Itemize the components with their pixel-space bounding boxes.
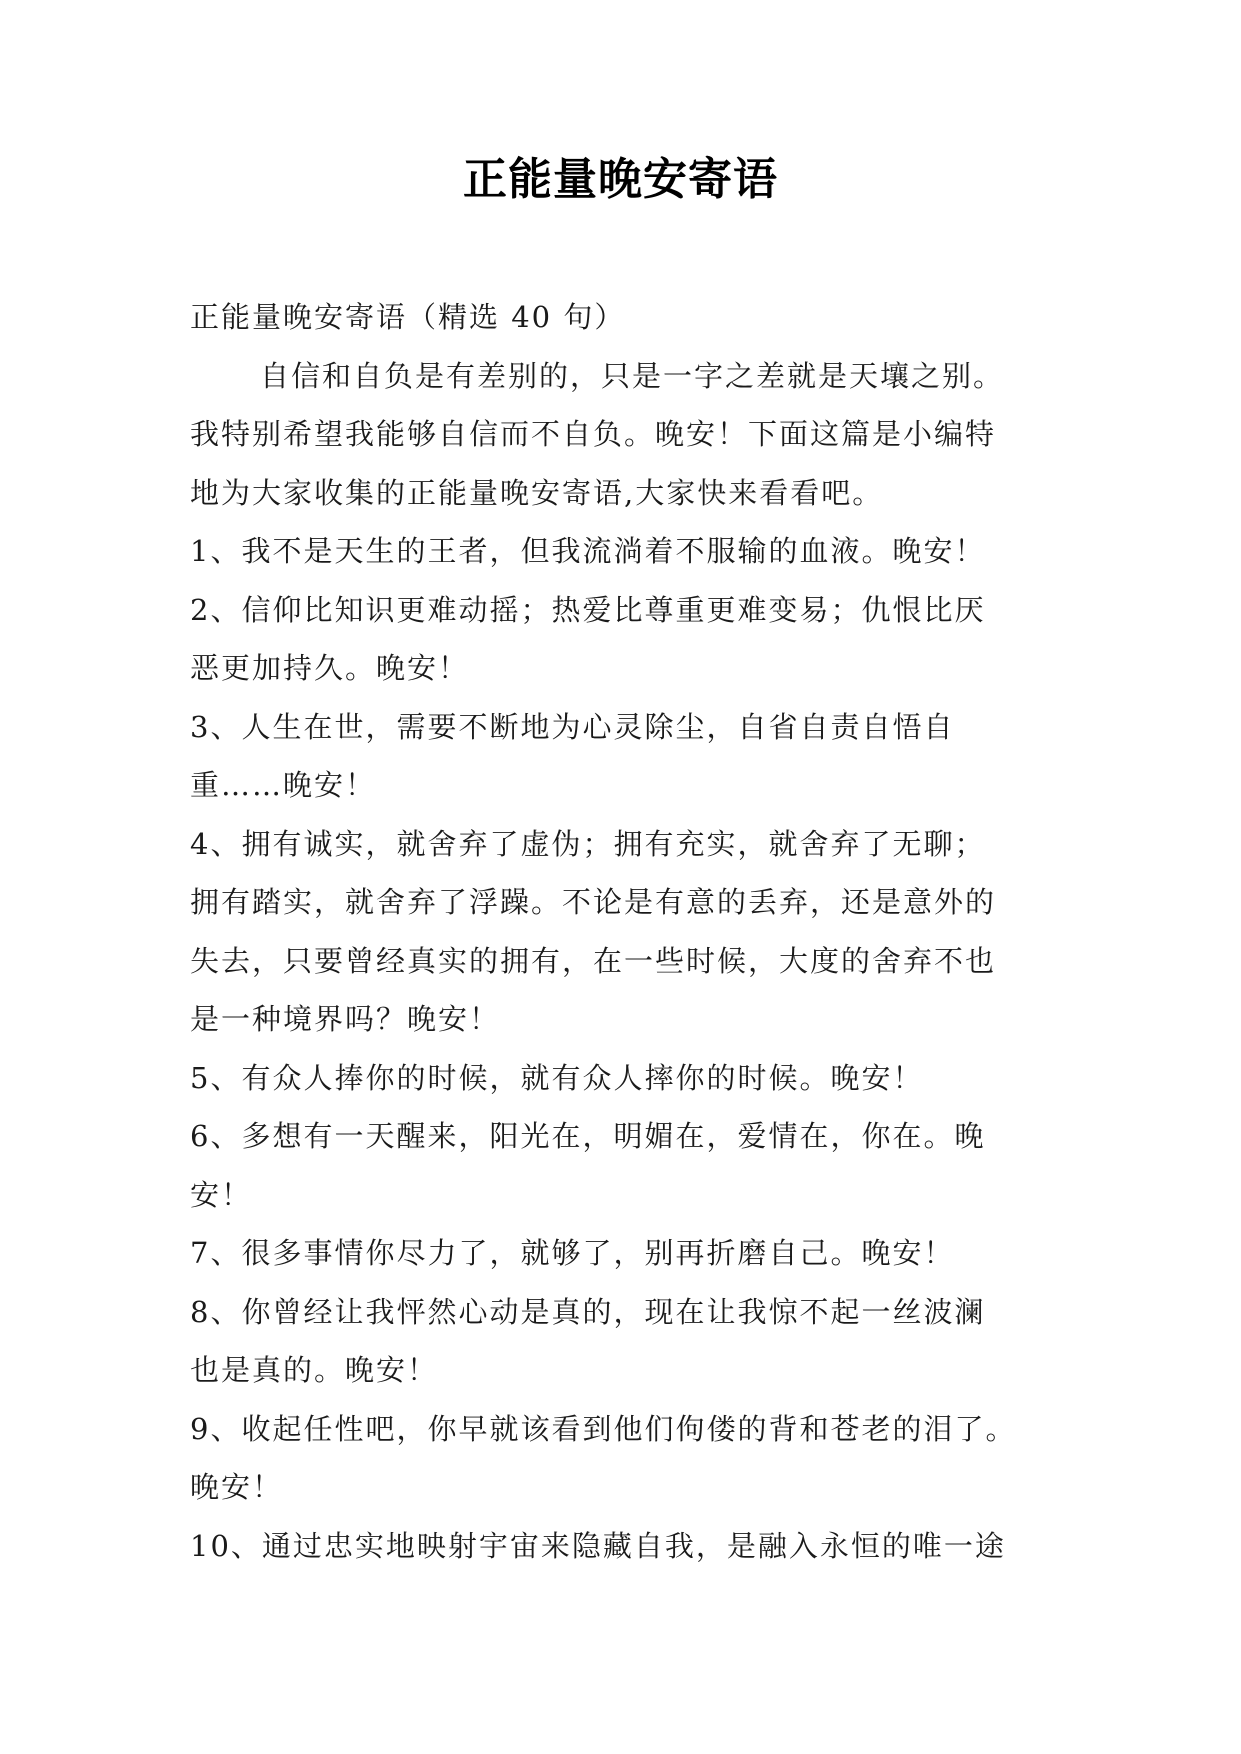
- quote-line: 重……晚安！: [190, 768, 377, 802]
- quote-line: 晚安！: [190, 1470, 284, 1504]
- page-title: 正能量晚安寄语: [463, 154, 778, 205]
- quote-line: 拥有踏实，就舍弃了浮躁。不论是有意的丢弃，还是意外的: [190, 885, 997, 919]
- subtitle-line: 正能量晚安寄语（精选 40 句）: [190, 300, 626, 334]
- quote-line: 7、很多事情你尽力了，就够了，别再折磨自己。晚安！: [190, 1236, 955, 1270]
- quote-line: 也是真的。晚安！: [190, 1353, 439, 1387]
- quote-line: 4、拥有诚实，就舍弃了虚伪；拥有充实，就舍弃了无聊；: [190, 826, 986, 861]
- quote-line: 8、你曾经让我怦然心动是真的，现在让我惊不起一丝波澜: [190, 1294, 986, 1329]
- intro-line: 地为大家收集的正能量晚安寄语,大家快来看看吧。: [190, 475, 884, 510]
- quote-line: 6、多想有一天醒来，阳光在，明媚在，爱情在，你在。晚: [190, 1119, 986, 1153]
- quote-line: 失去，只要曾经真实的拥有，在一些时候，大度的舍弃不也: [190, 943, 997, 978]
- quote-line: 9、收起任性吧，你早就该看到他们佝偻的背和苍老的泪了。: [190, 1411, 1017, 1446]
- quote-line: 5、有众人捧你的时候，就有众人摔你的时候。晚安！: [190, 1060, 924, 1095]
- document-body: [190, 288, 1070, 1575]
- quote-line: 3、人生在世，需要不断地为心灵除尘，自省自责自悟自: [190, 709, 955, 744]
- intro-line: 我特别希望我能够自信而不自负。晚安！下面这篇是小编特: [190, 417, 997, 451]
- quote-line: 10、通过忠实地映射宇宙来隐藏自我，是融入永恒的唯一途: [190, 1528, 1006, 1563]
- quote-line: 恶更加持久。晚安！: [190, 651, 470, 685]
- intro-line: 自信和自负是有差别的，只是一字之差就是天壤之别。: [260, 358, 1005, 393]
- quote-line: 是一种境界吗？晚安！: [190, 1002, 501, 1036]
- quote-line: 1、我不是天生的王者，但我流淌着不服输的血液。晚安！: [190, 534, 986, 568]
- quote-line: 安！: [190, 1177, 253, 1212]
- quote-line: 2、信仰比知识更难动摇；热爱比尊重更难变易；仇恨比厌: [190, 592, 986, 627]
